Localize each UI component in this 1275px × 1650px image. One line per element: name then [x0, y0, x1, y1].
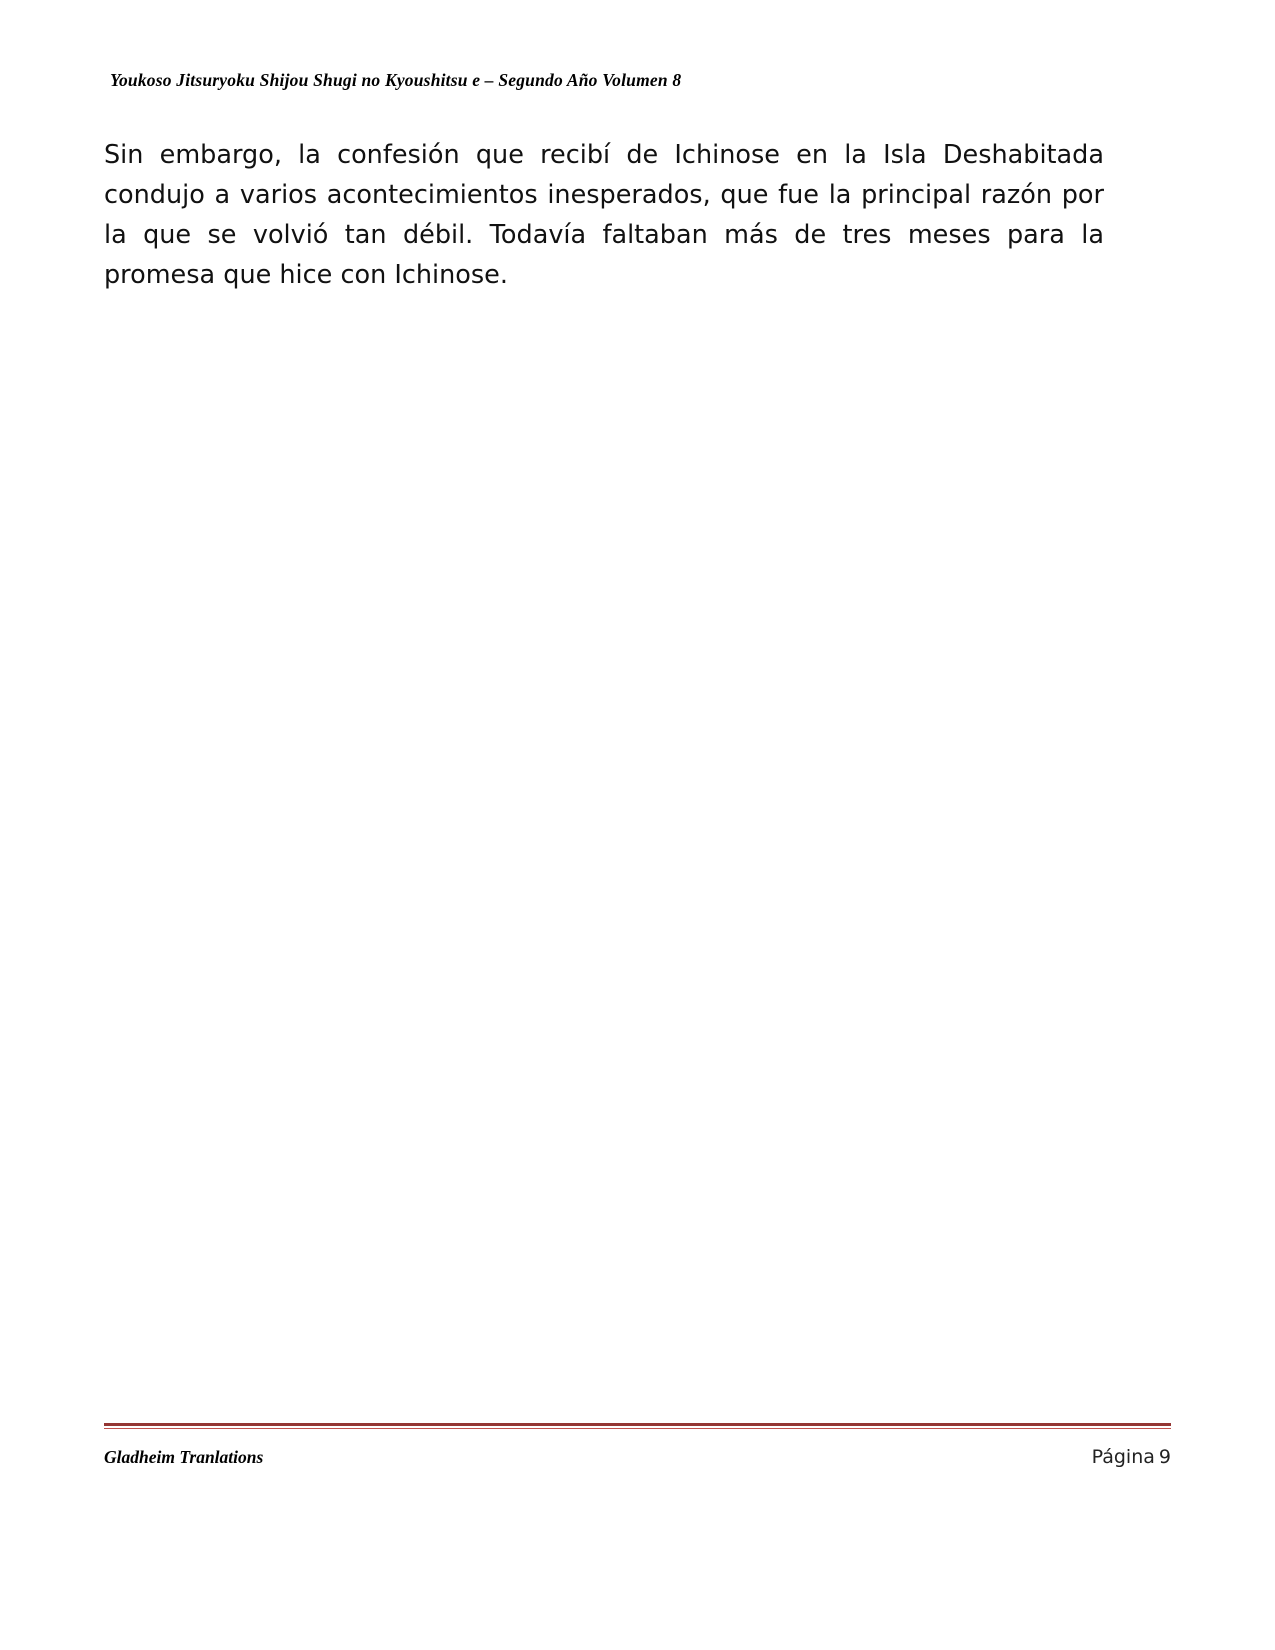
- body-text-block: [104, 135, 1104, 295]
- body-paragraph: Sin embargo, la confesión que recibí de Ichinose en la Isla Deshabitada condujo a varios acontecimientos inesperados, que fue la principal razón por la que se volvió tan débil. Todavía faltaban más de tres meses para la promesa que hice con Ichinose.: [104, 140, 1104, 290]
- footer-page-number: 9: [1158, 1446, 1171, 1468]
- page-footer: [104, 1442, 1171, 1472]
- footer-credit: Gladheim Tranlations: [104, 1446, 264, 1467]
- footer-page-label: Página: [1091, 1446, 1155, 1468]
- footer-page-indicator: [1092, 1446, 1171, 1468]
- footer-divider-thin: [104, 1428, 1171, 1429]
- footer-divider-thick: [104, 1423, 1171, 1426]
- page-header-title: Youkoso Jitsuryoku Shijou Shugi no Kyoushitsu e – Segundo Año Volumen 8: [110, 70, 682, 90]
